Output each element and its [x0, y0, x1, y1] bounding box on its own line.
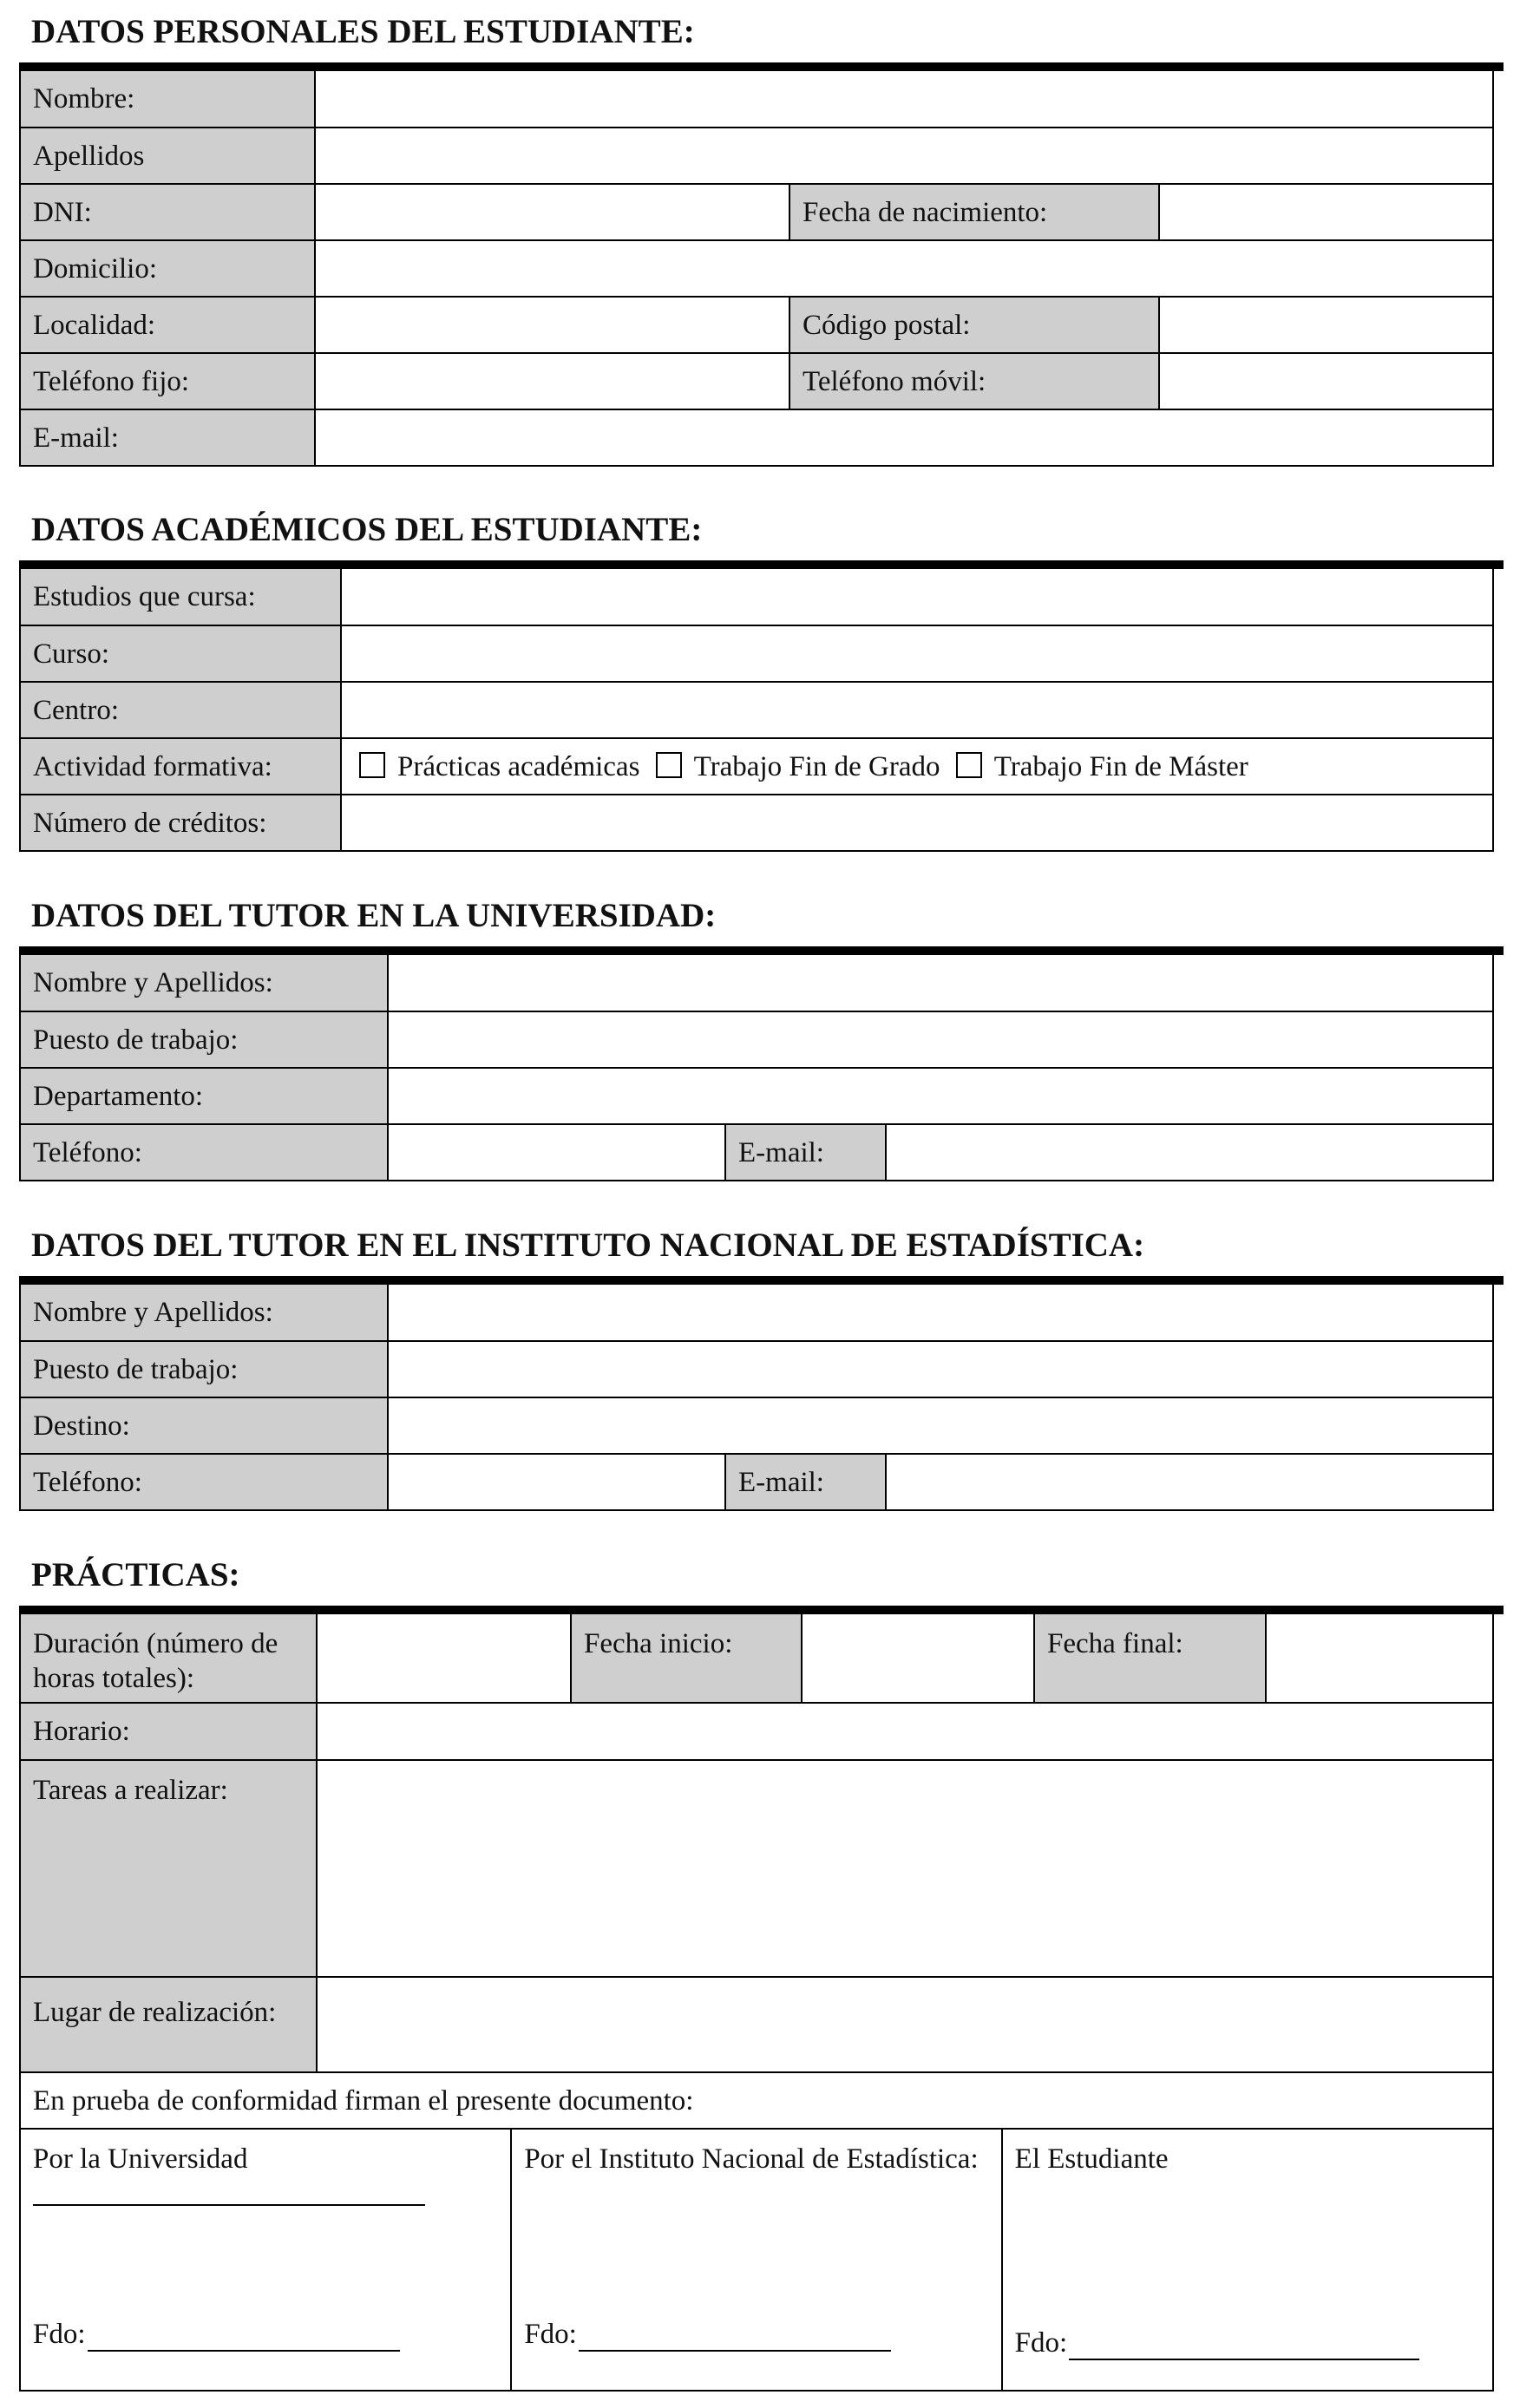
personal-data-table [19, 71, 1494, 467]
firma-universidad-fdo [33, 2317, 400, 2352]
localidad-label: Localidad: [20, 297, 315, 353]
fdo-label: Fdo: [1014, 2327, 1068, 2359]
dni-label: DNI: [20, 184, 315, 240]
firma-estudiante-label: El Estudiante [1014, 2143, 1169, 2175]
firma-universidad-line [33, 2182, 425, 2206]
tutor-ine-email-field[interactable] [886, 1454, 1493, 1510]
duracion-label: Duración (número de horas totales): [20, 1614, 317, 1703]
firma-universidad-cell[interactable] [21, 2130, 511, 2390]
signature-row [20, 2129, 1493, 2391]
curso-field[interactable] [341, 625, 1493, 682]
tutor-ine-table [19, 1285, 1494, 1511]
option-tfg-label: Trabajo Fin de Grado [693, 750, 940, 782]
tutor-uni-email-field[interactable] [886, 1124, 1493, 1181]
fecha-final-label: Fecha final: [1034, 1614, 1266, 1703]
apellidos-field[interactable] [315, 128, 1493, 184]
firma-ine-cell[interactable] [511, 2130, 1001, 2390]
actividad-options [341, 738, 1493, 795]
tutor-ine-email-label: E-mail: [725, 1454, 886, 1510]
checkbox-practicas[interactable] [359, 752, 385, 778]
tareas-label: Tareas a realizar: [20, 1760, 317, 1977]
tutor-uni-departamento-field[interactable] [388, 1068, 1493, 1124]
fecha-nacimiento-field[interactable] [1159, 184, 1493, 240]
centro-field[interactable] [341, 682, 1493, 738]
tutor-ine-nombre-field[interactable] [388, 1285, 1493, 1341]
tutor-uni-nombre-field[interactable] [388, 955, 1493, 1011]
email-label: E-mail: [20, 409, 315, 466]
horario-label: Horario: [20, 1703, 317, 1760]
actividad-label: Actividad formativa: [20, 738, 341, 795]
tutor-universidad-table [19, 955, 1494, 1181]
firma-universidad-label: Por la Universidad [33, 2143, 248, 2175]
tutor-uni-telefono-field[interactable] [388, 1124, 725, 1181]
domicilio-field[interactable] [315, 240, 1493, 297]
fdo-line [579, 2324, 891, 2352]
tutor-uni-departamento-label: Departamento: [20, 1068, 388, 1124]
checkbox-tfg[interactable] [656, 752, 682, 778]
telefono-fijo-field[interactable] [315, 353, 789, 409]
signature-table [21, 2130, 1492, 2390]
checkbox-tfm[interactable] [956, 752, 982, 778]
section-rule [19, 62, 1504, 71]
codigo-postal-label: Código postal: [789, 297, 1159, 353]
fdo-label: Fdo: [524, 2319, 577, 2350]
telefono-fijo-label: Teléfono fijo: [20, 353, 315, 409]
domicilio-label: Domicilio: [20, 240, 315, 297]
firma-ine-fdo [524, 2317, 891, 2352]
lugar-label: Lugar de realización: [20, 1977, 317, 2072]
apellidos-label: Apellidos [20, 128, 315, 184]
curso-label: Curso: [20, 625, 341, 682]
tutor-ine-destino-field[interactable] [388, 1397, 1493, 1454]
option-practicas[interactable] [354, 749, 639, 784]
section-heading-personal: DATOS PERSONALES DEL ESTUDIANTE: [31, 13, 695, 50]
tutor-ine-nombre-label: Nombre y Apellidos: [20, 1285, 388, 1341]
telefono-movil-field[interactable] [1159, 353, 1493, 409]
option-tfm-label: Trabajo Fin de Máster [993, 750, 1248, 782]
dni-field[interactable] [315, 184, 789, 240]
tutor-ine-telefono-field[interactable] [388, 1454, 725, 1510]
option-practicas-label: Prácticas académicas [397, 750, 640, 782]
lugar-field[interactable] [317, 1977, 1493, 2072]
nombre-label: Nombre: [20, 71, 315, 128]
fdo-line [1069, 2333, 1419, 2360]
section-heading-tutor-universidad: DATOS DEL TUTOR EN LA UNIVERSIDAD: [31, 897, 717, 934]
codigo-postal-field[interactable] [1159, 297, 1493, 353]
firma-estudiante-fdo [1015, 2326, 1420, 2360]
tutor-ine-destino-label: Destino: [20, 1397, 388, 1454]
telefono-movil-label: Teléfono móvil: [789, 353, 1159, 409]
section-heading-academic: DATOS ACADÉMICOS DEL ESTUDIANTE: [31, 511, 703, 548]
tutor-uni-puesto-field[interactable] [388, 1011, 1493, 1068]
email-field[interactable] [315, 409, 1493, 466]
section-rule [19, 1606, 1504, 1614]
fecha-inicio-label: Fecha inicio: [571, 1614, 802, 1703]
conformidad-text: En prueba de conformidad firman el presente documento: [20, 2072, 1493, 2129]
firma-estudiante-cell[interactable] [1002, 2130, 1492, 2390]
fdo-line [88, 2324, 400, 2352]
creditos-field[interactable] [341, 795, 1493, 851]
firma-ine-label: Por el Instituto Nacional de Estadística: [524, 2143, 979, 2175]
section-rule [19, 1276, 1504, 1285]
option-tfg[interactable] [651, 749, 940, 784]
tutor-ine-puesto-field[interactable] [388, 1341, 1493, 1397]
section-heading-tutor-ine: DATOS DEL TUTOR EN EL INSTITUTO NACIONAL DE ESTADÍSTICA: [31, 1227, 1145, 1264]
estudios-field[interactable] [341, 569, 1493, 625]
academic-data-table [19, 569, 1494, 852]
creditos-label: Número de créditos: [20, 795, 341, 851]
duracion-field[interactable] [317, 1614, 571, 1703]
estudios-label: Estudios que cursa: [20, 569, 341, 625]
fecha-nacimiento-label: Fecha de nacimiento: [789, 184, 1159, 240]
tutor-ine-puesto-label: Puesto de trabajo: [20, 1341, 388, 1397]
tutor-uni-nombre-label: Nombre y Apellidos: [20, 955, 388, 1011]
section-rule [19, 560, 1504, 569]
fecha-final-field[interactable] [1266, 1614, 1493, 1703]
nombre-field[interactable] [315, 71, 1493, 128]
fdo-label: Fdo: [33, 2319, 86, 2350]
tareas-field[interactable] [317, 1760, 1493, 1977]
section-rule [19, 946, 1504, 955]
horario-field[interactable] [317, 1703, 1493, 1760]
centro-label: Centro: [20, 682, 341, 738]
localidad-field[interactable] [315, 297, 789, 353]
tutor-ine-telefono-label: Teléfono: [20, 1454, 388, 1510]
option-tfm[interactable] [951, 749, 1248, 784]
practicas-table [19, 1614, 1494, 2392]
tutor-uni-telefono-label: Teléfono: [20, 1124, 388, 1181]
tutor-uni-puesto-label: Puesto de trabajo: [20, 1011, 388, 1068]
tutor-uni-email-label: E-mail: [725, 1124, 886, 1181]
fecha-inicio-field[interactable] [802, 1614, 1034, 1703]
section-heading-practicas: PRÁCTICAS: [31, 1556, 240, 1593]
